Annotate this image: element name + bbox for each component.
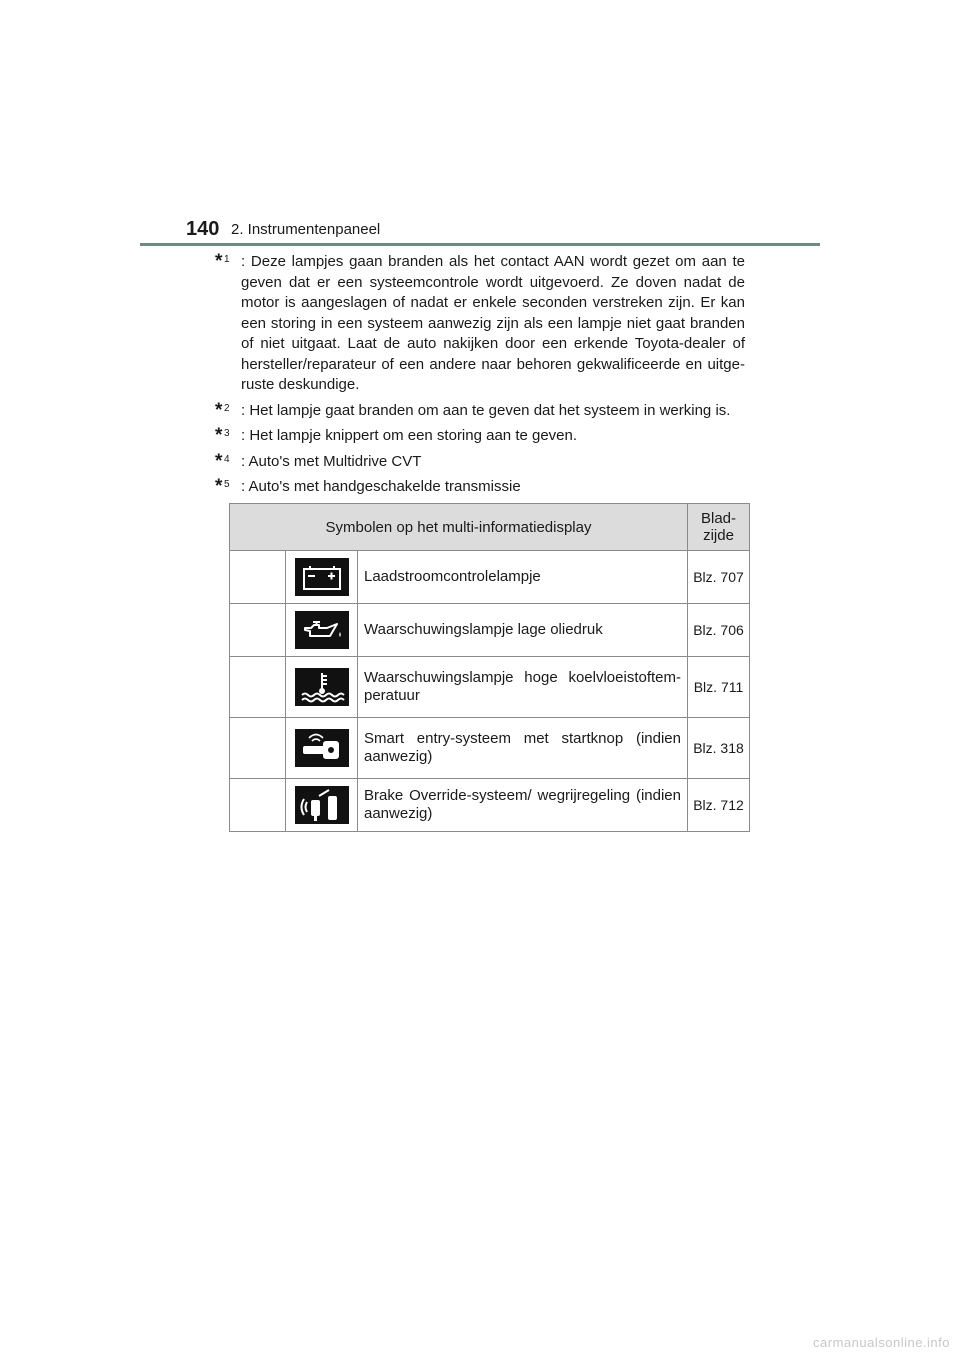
row-label: Smart entry-systeem met startknop (indien aanwezig) xyxy=(358,718,688,779)
table-header-row xyxy=(230,504,750,551)
coolant-temperature-icon xyxy=(295,668,349,706)
row-label: Waarschuwingslampje lage oliedruk xyxy=(358,604,688,657)
footnote-number: 2 xyxy=(224,402,230,414)
header-symbols: Symbolen op het multi-informatiedisplay xyxy=(230,504,688,551)
section-title: 2. Instrumentenpaneel xyxy=(231,221,381,238)
footnote xyxy=(215,401,745,422)
footnote-text: : Het lampje knippert om een storing aan te geven. xyxy=(241,427,578,444)
row-label: Waarschuwingslampje hoge koelvloeistoftem-peratuur xyxy=(358,657,688,718)
footnote-number: 4 xyxy=(224,453,230,465)
header-page-line-2: zijde xyxy=(703,527,734,544)
footnote-text: : Het lampje gaat branden om aan te geven dat het systeem in werking is. xyxy=(241,401,731,419)
empty-cell xyxy=(230,604,286,657)
footnote xyxy=(215,252,745,396)
empty-cell xyxy=(230,551,286,604)
battery-icon xyxy=(295,558,349,596)
footnote-text: : Auto's met handgeschakelde transmissie xyxy=(241,478,521,495)
header-page xyxy=(688,504,750,551)
page-reference: Blz. 712 xyxy=(688,779,750,832)
table-row xyxy=(230,718,750,779)
oil-can-icon xyxy=(295,611,349,649)
table-row xyxy=(230,657,750,718)
table-row xyxy=(230,604,750,657)
footnote-marker: * xyxy=(215,399,223,421)
table-row xyxy=(230,551,750,604)
footnote-marker: * xyxy=(215,251,223,272)
page-reference: Blz. 318 xyxy=(688,718,750,779)
smart-key-icon xyxy=(295,729,349,767)
page-reference: Blz. 707 xyxy=(688,551,750,604)
symbols-table xyxy=(229,503,750,832)
footnote xyxy=(215,426,745,447)
page-reference: Blz. 706 xyxy=(688,604,750,657)
header-rule xyxy=(140,243,820,246)
header-page-line-1: Blad- xyxy=(700,510,737,527)
footnote xyxy=(215,452,745,473)
watermark: carmanualsonline.info xyxy=(813,1335,950,1350)
footnote-text: : Deze lampjes gaan branden als het contact AAN wordt gezet om aan te geven dat er een systeemcontrole wordt uitgevoerd. Ze doven nadat de motor is aangeslagen of nadat er enkele seconden verstreken zijn. Er kan een storing in een systeem aanwezig zijn als een lampje niet gaat branden of niet uitgaat. Laat de auto nakijken door een erkende Toyota-dealer of hersteller/reparateur of een andere naar behoren gekwalificeerde en uitge-ruste deskundige. xyxy=(241,253,745,393)
page-number: 140 xyxy=(186,218,220,240)
footnote-number: 3 xyxy=(224,428,230,439)
footnote-number: 1 xyxy=(224,254,230,265)
empty-cell xyxy=(230,718,286,779)
row-label: Brake Override-systeem/ wegrijregeling (indien aanwezig) xyxy=(358,779,688,832)
table-row xyxy=(230,779,750,832)
footnote xyxy=(215,477,745,498)
footnote-marker: * xyxy=(215,425,223,446)
footnotes xyxy=(215,252,745,503)
brake-override-icon xyxy=(295,786,349,824)
footnote-text: : Auto's met Multidrive CVT xyxy=(241,452,422,470)
row-label: Laadstroomcontrolelampje xyxy=(358,551,688,604)
empty-cell xyxy=(230,779,286,832)
footnote-marker: * xyxy=(215,476,223,497)
footnote-marker: * xyxy=(215,450,223,472)
page-header xyxy=(186,214,820,246)
page-reference: Blz. 711 xyxy=(688,657,750,718)
footnote-number: 5 xyxy=(224,479,230,490)
empty-cell xyxy=(230,657,286,718)
